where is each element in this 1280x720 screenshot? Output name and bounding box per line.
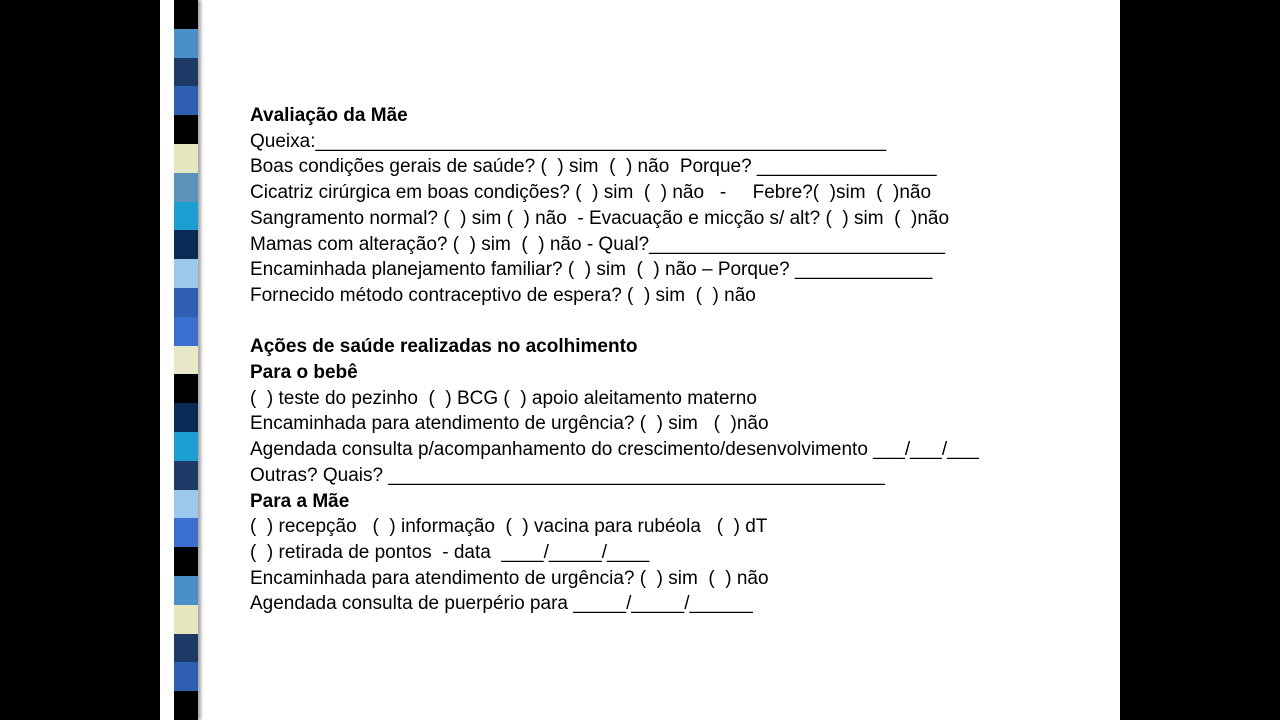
baby-others-line: Outras? Quais? _______________________________________________	[250, 464, 885, 486]
form-content	[250, 103, 1110, 617]
subsection-title-baby: Para o bebê	[250, 362, 358, 384]
breasts-line: Mamas com alteração? ( ) sim ( ) não - Qual?____________________________	[250, 233, 945, 255]
mother-actions-line: ( ) recepção ( ) informação ( ) vacina para rubéola ( ) dT	[250, 516, 768, 538]
subsection-title-mother: Para a Mãe	[250, 490, 350, 512]
stripe-segment	[174, 403, 198, 432]
stripe-segment	[174, 115, 198, 144]
stripe-segment	[174, 346, 198, 375]
mother-stitches-line: ( ) retirada de pontos - data ____/_____/____	[250, 541, 650, 563]
complaint-line: Queixa:______________________________________________________	[250, 130, 887, 152]
stripe-segment	[174, 173, 198, 202]
stripe-segment	[174, 202, 198, 231]
stripe-segment	[174, 576, 198, 605]
stripe-segment	[174, 374, 198, 403]
stripe-segment	[174, 662, 198, 691]
stripe-segment	[174, 634, 198, 663]
stripe-segment	[174, 518, 198, 547]
stripe-segment	[174, 230, 198, 259]
stripe-segment	[174, 605, 198, 634]
stripe-segment	[174, 144, 198, 173]
surgical-scar-line: Cicatriz cirúrgica em boas condições? ( ) sim ( ) não - Febre?( )sim ( )não	[250, 182, 932, 204]
contraceptive-line: Fornecido método contraceptivo de espera? ( ) sim ( ) não	[250, 284, 756, 306]
general-health-line: Boas condições gerais de saúde? ( ) sim ( ) não Porque? _________________	[250, 156, 937, 178]
stripe-segment	[174, 317, 198, 346]
mother-urgent-line: Encaminhada para atendimento de urgência? ( ) sim ( ) não	[250, 567, 769, 589]
stripe-segment	[174, 547, 198, 576]
section-title-health-actions: Ações de saúde realizadas no acolhimento	[250, 336, 638, 358]
baby-urgent-line: Encaminhada para atendimento de urgência? ( ) sim ( )não	[250, 413, 769, 435]
stripe-segment	[174, 490, 198, 519]
spacer	[250, 309, 1110, 335]
decorative-stripe	[174, 0, 198, 720]
stripe-segment	[174, 691, 198, 720]
stripe-segment	[174, 432, 198, 461]
family-planning-line: Encaminhada planejamento familiar? ( ) sim ( ) não – Porque? _____________	[250, 259, 933, 281]
stripe-segment	[174, 0, 198, 29]
bleeding-line: Sangramento normal? ( ) sim ( ) não - Evacuação e micção s/ alt? ( ) sim ( )não	[250, 207, 950, 229]
mother-puerperium-line: Agendada consulta de puerpério para _____/_____/______	[250, 593, 753, 615]
stripe-segment	[174, 259, 198, 288]
slide	[160, 0, 1120, 720]
baby-followup-line: Agendada consulta p/acompanhamento do crescimento/desenvolvimento ___/___/___	[250, 439, 979, 461]
stripe-segment	[174, 86, 198, 115]
section-title-mother-assessment: Avaliação da Mãe	[250, 105, 408, 126]
stripe-segment	[174, 461, 198, 490]
baby-actions-line: ( ) teste do pezinho ( ) BCG ( ) apoio aleitamento materno	[250, 387, 757, 409]
stripe-segment	[174, 58, 198, 87]
stripe-segment	[174, 29, 198, 58]
stripe-segment	[174, 288, 198, 317]
